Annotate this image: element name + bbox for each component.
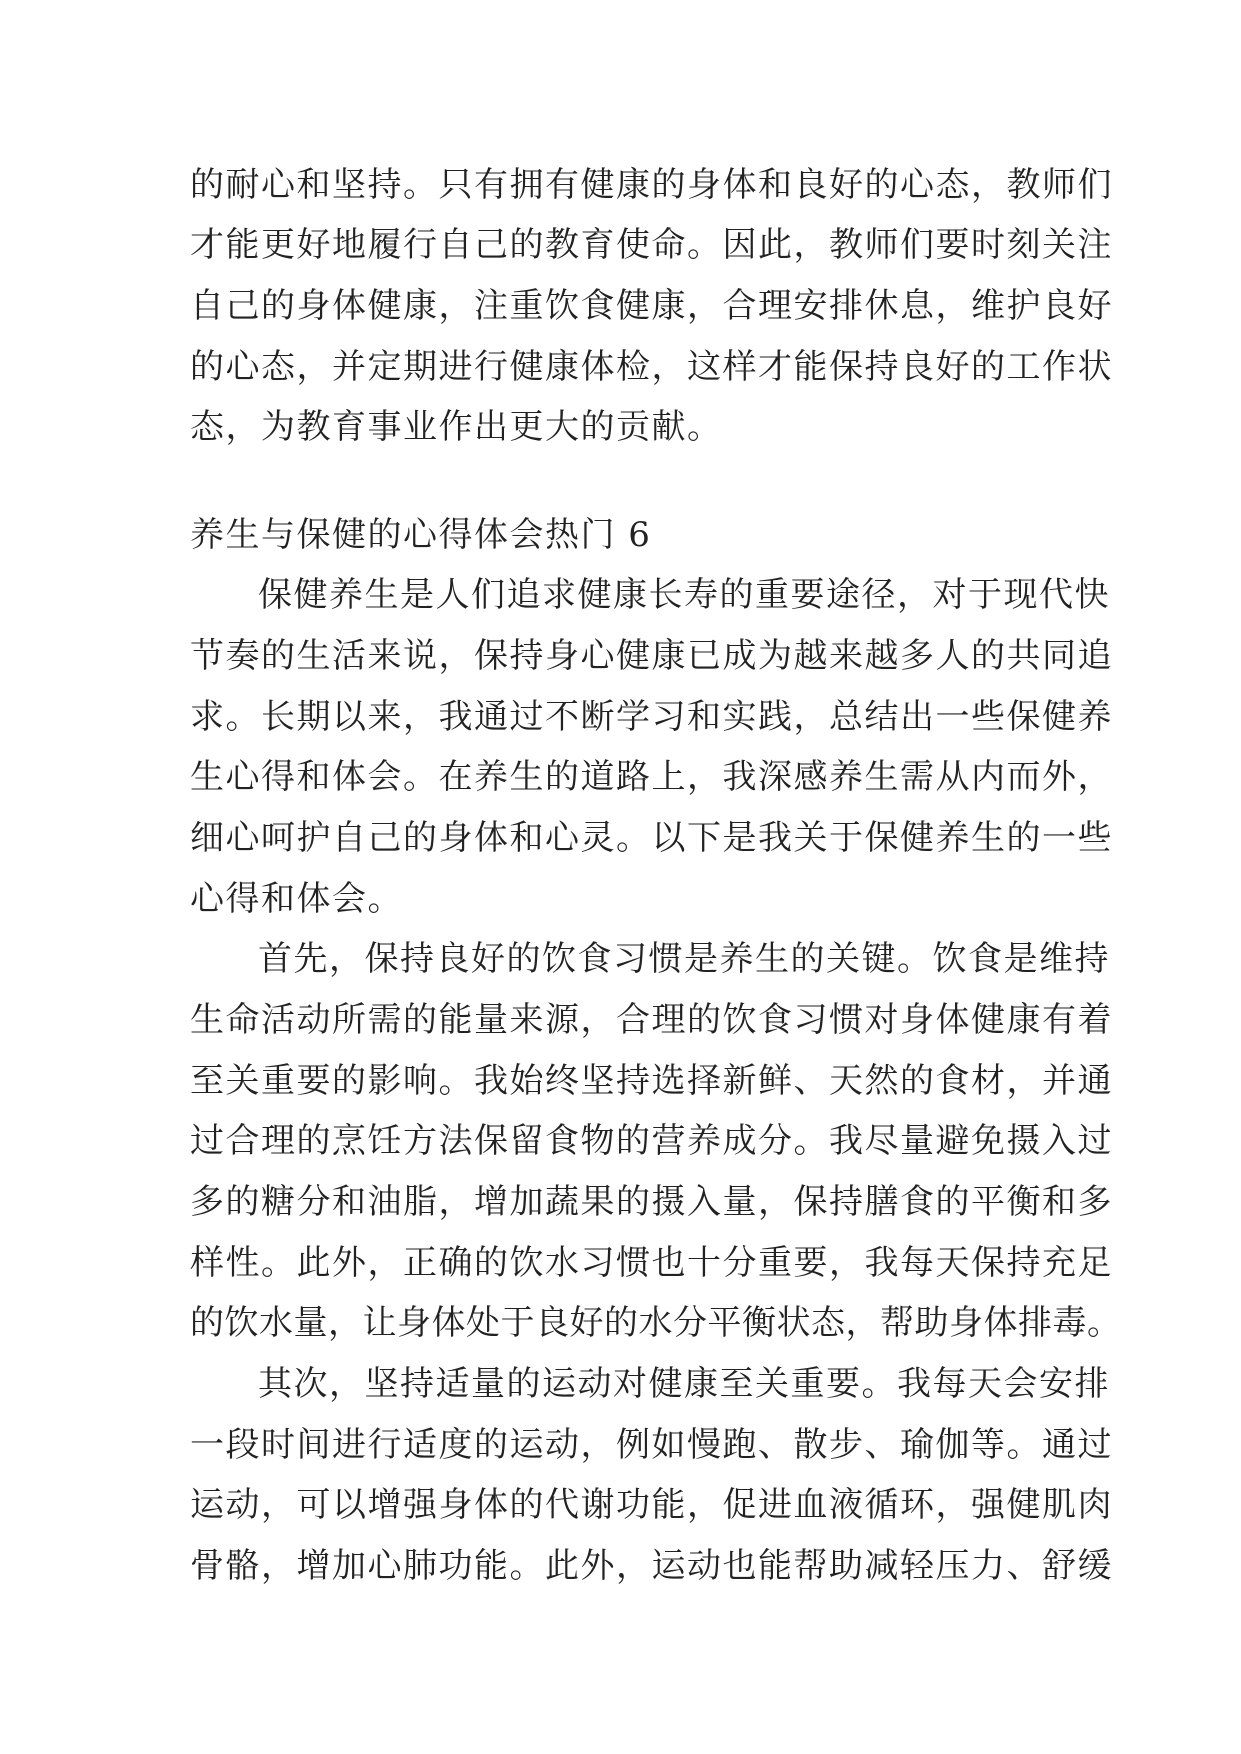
text-line: 心得和体会。 bbox=[190, 879, 403, 919]
text-line: 多的糖分和油脂，增加蔬果的摄入量，保持膳食的平衡和多 bbox=[190, 1182, 1113, 1222]
text-line: 细心呵护自己的身体和心灵。以下是我关于保健养生的一些 bbox=[190, 818, 1113, 858]
text-line: 骨骼，增加心肺功能。此外，运动也能帮助减轻压力、舒缓 bbox=[190, 1546, 1113, 1586]
text-line: 节奏的生活来说，保持身心健康已成为越来越多人的共同追 bbox=[190, 636, 1113, 676]
section-heading: 养生与保健的心得体会热门 6 bbox=[190, 515, 652, 555]
text-line: 生心得和体会。在养生的道路上，我深感养生需从内而外， bbox=[190, 757, 1113, 797]
text-line: 的饮水量，让身体处于良好的水分平衡状态，帮助身体排毒。 bbox=[190, 1303, 1122, 1343]
text-line: 的耐心和坚持。只有拥有健康的身体和良好的心态，教师们 bbox=[190, 165, 1113, 205]
text-line: 的心态，并定期进行健康体检，这样才能保持良好的工作状 bbox=[190, 347, 1113, 387]
text-line: 态，为教育事业作出更大的贡献。 bbox=[190, 407, 723, 447]
text-line: 过合理的烹饪方法保留食物的营养成分。我尽量避免摄入过 bbox=[190, 1121, 1113, 1161]
text-line: 保健养生是人们追求健康长寿的重要途径，对于现代快 bbox=[258, 575, 1110, 615]
text-line: 才能更好地履行自己的教育使命。因此，教师们要时刻关注 bbox=[190, 225, 1113, 265]
text-line: 求。长期以来，我通过不断学习和实践，总结出一些保健养 bbox=[190, 697, 1113, 737]
text-line: 自己的身体健康，注重饮食健康，合理安排休息，维护良好 bbox=[190, 286, 1113, 326]
text-line: 一段时间进行适度的运动，例如慢跑、散步、瑜伽等。通过 bbox=[190, 1425, 1113, 1465]
text-line: 首先，保持良好的饮食习惯是养生的关键。饮食是维持 bbox=[258, 939, 1110, 979]
text-line: 样性。此外，正确的饮水习惯也十分重要，我每天保持充足 bbox=[190, 1243, 1113, 1283]
text-line: 运动，可以增强身体的代谢功能，促进血液循环，强健肌肉 bbox=[190, 1485, 1113, 1525]
text-line: 至关重要的影响。我始终坚持选择新鲜、天然的食材，并通 bbox=[190, 1061, 1113, 1101]
text-line: 其次，坚持适量的运动对健康至关重要。我每天会安排 bbox=[258, 1364, 1110, 1404]
text-line: 生命活动所需的能量来源，合理的饮食习惯对身体健康有着 bbox=[190, 1000, 1113, 1040]
